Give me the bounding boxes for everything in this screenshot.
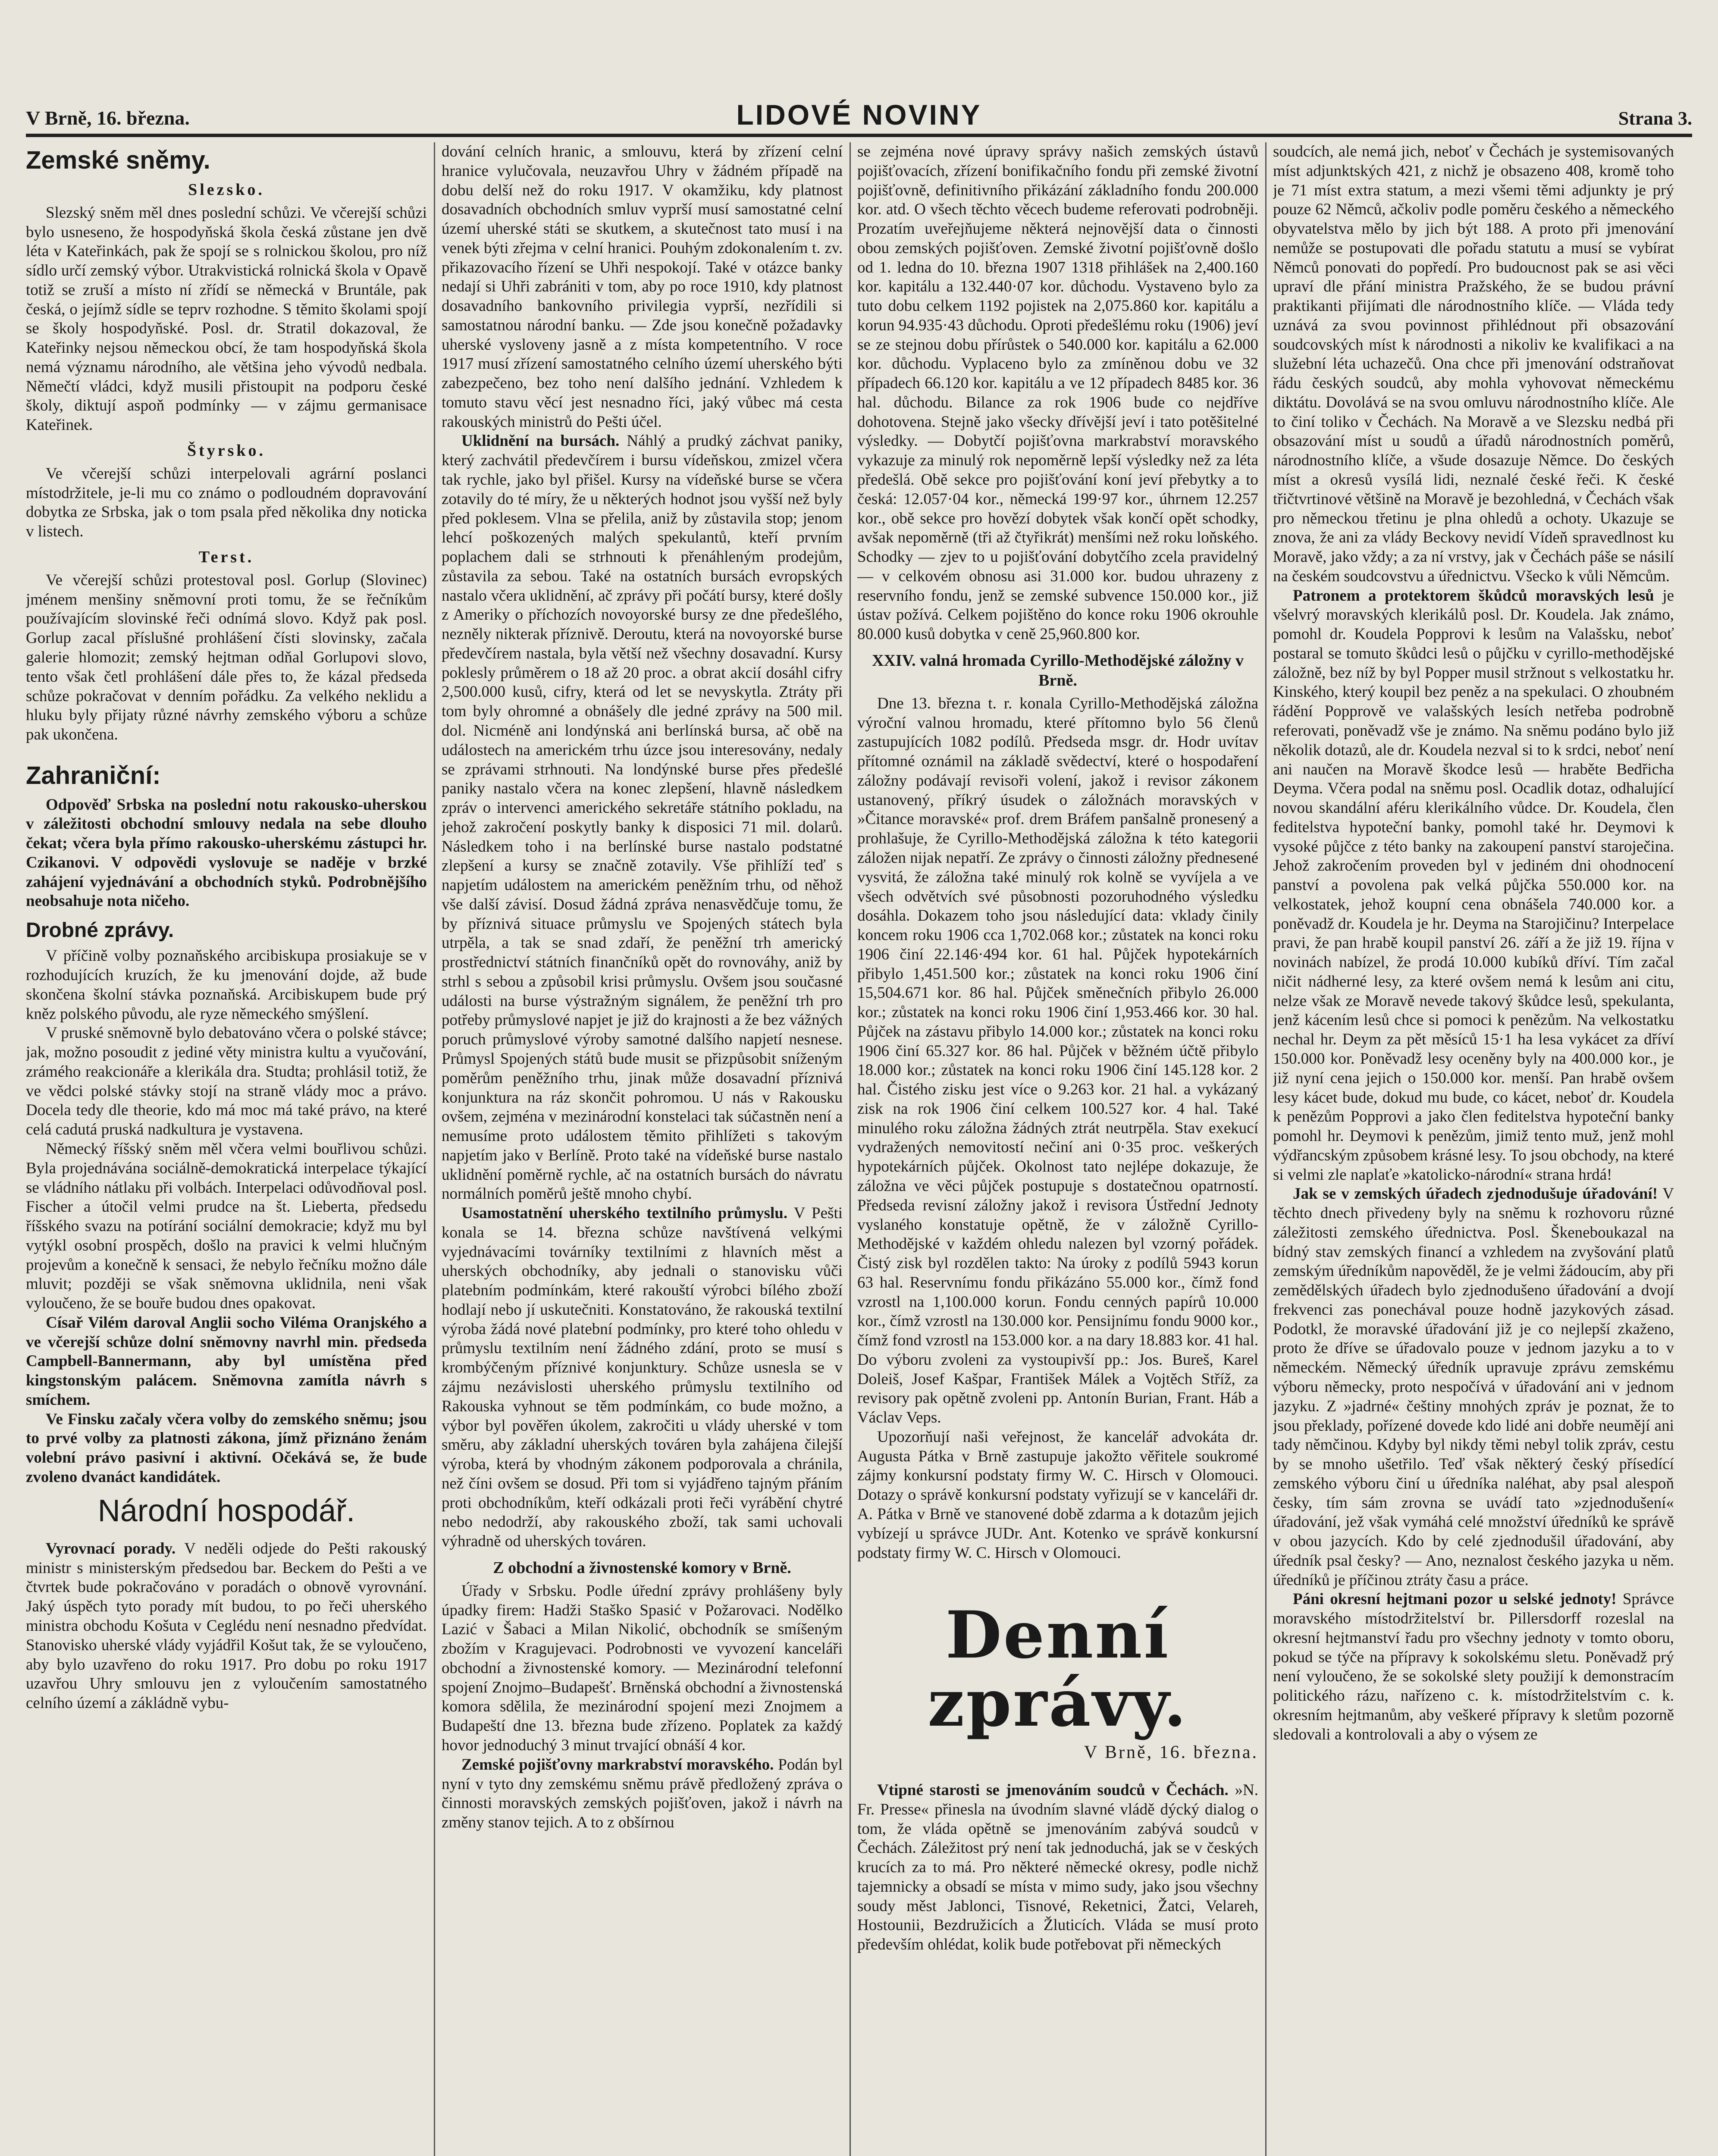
header-date: V Brně, 16. března. [26, 107, 190, 129]
dateline: V Brně, 16. března. [1084, 1742, 1258, 1763]
article-xxiv-valna-hromada: Dne 13. března t. r. konala Cyrillo-Methodějská záložna výroční valnou hromadu, které přítomno bylo 56 členů zastupujících 1082 podílů. Předseda msgr. dr. Hodr uvítav přítomné oznámil na základě svědectví, které o hospodaření záložny podávají revisoři volení, jakož i revisor zákonem ustanovený, příkrý úsudek o záložnách moravských v »Čitance moravské« prof. drem Bráfem panšalně pronesený a prohlašuje, že Cyrillo-Methodějská záložna k této kategorii záložen nijak nepatří. Ze zprávy o činnosti záložny přednesené vysvitá, že záložna také minulý rok kolně se vyvíjela a ve všech odvětvích své působnosti pozoruhodného výsledku dosáhla. Dokazem toho jsou následující data: vklady činily koncem roku 1906 cca 1,702.068 kor.; zůstatek na konci roku 1906 činí 22.146·494 kor. 61 hal. Půjček hypotekárních přibylo 1,451.500 kor.; zůstatek na konci roku 1906 činí 15,504.671 kor. 86 hal. Půjček směnečních přibylo 26.000 kor.; zůstatek na konci roku 1906 činí 1,953.466 kor. 30 hal. Půjček na zástavu přibylo 14.000 kor.; zůstatek na konci roku 1906 činí 65.327 kor. 86 hal. Půjček v běžném účtě přibylo 18.000 kor.; zůstatek na konci roku 1906 činí 145.128 kor. 2 hal. Čistého zisku jest více o 9.263 kor. 21 hal. a vykázaný zisk na rok 1906 činí celkem 100.527 kor. 4 hal. Také minulého roku záložna žádných ztrát neutrpěla. Stav exekucí vydražených nemovitostí nečiní ani 0·35 proc. veškerých hypotekárních půjček. Okolnost tato nejlépe dokazuje, že záložna ve věci půjček postupuje s dostatečnou opatrností. Předseda revisní záložny jakož i revisora Ústřední Jednoty vyslaného konstatuje opětně, že v záložně Cyrillo-Methodějské v každém ohledu nalezen byl vzorný pořádek. Čistý zisk byl rozdělen takto: Na úroky z podílů 5943 korun 63 hal. Reservnímu fondu přikázáno 55.000 kor., čímž fond vzrostl na 1,100.000 korun. Fondu cenných papírů 10.000 kor., čímž vzrostl na 130.000 kor. Pensijnímu fondu 9000 kor., čímž fond vzrostl na 153.000 kor. a na dary 18.883 kor. 41 hal. Do výboru zvoleni za vystoupivší pp.: Jos. Bureš, Karel Doleiš, Josef Kašpar, František Málek a Vojtěch Stříž, za revisory pak opětně zvoleni pp. Antonín Burian, Frant. Háb a Václav Veps. [857, 694, 1258, 1427]
article-vtipne-starosti: »N. Fr. Presse« přinesla na úvodním slavné vládě dýcký dialog o tom, že vláda opětně se jmenováním zabývá soudců v Čechách. Záležitost prý není tak jednoduchá, jak se v českých krucích za to má. Pro některé německé okresy, podle nichž tajemnicky a obsadí se místa v mimo sudy, jako jsou všechny soudy měst Jablonci, Tisnové, Reketnici, Žatci, Velareh, Hostounii, Bezdružicích a Žluticích. Vláda se musí proto především ohlédat, kolik bude potřebovat při německých [857, 1781, 1258, 1954]
article-jak-se-v-zemskych-uradech: V těchto dnech přivedeny byly na sněmu k rozhovoru různé záležitosti zemského úřednictva. Posl. Škeneboukazal na bídný stav zemských financí a vzhledem na zvyšování platů zemským úředníkům napověděl, že je velmi žádoucím, aby při zemědělských úřadech bylo zjednodušeno úřadování a dvojí frekvenci zas ponechával pouze hodně jazykových zásad. Podotkl, že moravské úřadování již je co nejlepší zkaženo, proto že dříve se úřadovalo pouze v jednom jazyku a to v německém. Německý úředník upravuje zprávu zemskému výboru německy, proto nespočívá v úřadování ani v jednom jazyku. Z »jadrné« češtiny mnohých zpráv je poznat, že to jsou překlady, pořízené dovede kdo lidé ani dobře neumějí ani tady němčinou. Kdyby byl nikdy těmi nebyl tolik zpráv, cestu by se mnoho ušetřilo. Teď však některý český přísedící zemského výboru činí u úředníka naléhat, aby psal alespoň česky, tím sám zrovna se uvádí tato »zjednodušení« úřadování, jež však vymáhá celé množství úředníků ke správě v obou jazycích. Kdo by celé zjednodušil úřadování, aby úředník psal česky? — Ano, neznalost českého jazyka u něm. úředníků je příčinou ztráty času a práce. [1273, 1185, 1674, 1589]
article-drobne-3: Německý říšský sněm měl včera velmi bouřlivou schůzi. Byla projednávána sociálně-demokratická interpelace týkající se vládního nátlaku při volbách. Interpelaci odůvodňoval posl. Fischer a útočil velmi prudce na št. Lieberta, předsedu říšského svazu na potírání sociální demokracie; když mu byl vytýkl osobní prospěch, došlo na pravici k velmi hlučným projevům a konečně k sensaci, že nebylo řečníku možno dále mluvit; později se však sněmovna uklidnila, neni však vyloučeno, že se bouře budou dnes opakovat. [26, 1140, 427, 1313]
column-rule [1265, 142, 1267, 2156]
column-rule [434, 142, 435, 2156]
column-2 [442, 142, 843, 2156]
article-pojistovny: Podán byl nyní v tyto dny zemskému sněmu právě předložený zpráva o činnosti moravských zemských pojišťoven, jakož i návrh na změny stanov tejich. A to z obšírnou [442, 1755, 843, 1832]
headline-xxiv-valna-hromada: XXIV. valná hromada Cyrillo-Methodějské záložny v Brně. [872, 651, 1244, 689]
article-drobne-5: Ve Finsku začaly včera volby do zemského sněmu; jsou to prvé volby za platnosti zákona, jímž přiznáno ženám volební právo pasivní i aktivní. Očekává se, že bude zvoleno dvanáct kandidátek. [26, 1410, 427, 1486]
headline-pani-okresni-hejtmani: Páni okresní hejtmani pozor u selské jednoty! [1293, 1590, 1617, 1608]
article-drobne-4: Císař Vilém daroval Anglii socho Viléma Oranjského a ve včerejší schůze dolní sněmovny navrhl min. předseda Campbell-Bannermann, aby byl umístěna před kingstonským palácem. Sněmovna zamítla návrh s smíchem. [26, 1313, 427, 1409]
headline-vtipne-starosti: Vtipné starosti se jmenováním soudců v Čechách. [877, 1781, 1229, 1799]
article-styrsko: Ve včerejší schůzi interpelovali agrární poslanci místodržitele, je-li mu co známo o podloudném dopravování dobytka ze Srbska, jak o tom psala před několika dny noticka v listech. [26, 464, 427, 541]
section-title-narodni-hospodar: Národní hospodář. [97, 1493, 355, 1528]
article-vyrovnaci-continued: dování celních hranic, a smlouvu, která by zřízení celní hranice vylučovala, neuzavřou Uhry v žádném případě na dobu delší než do roku 1917. V okamžiku, kdy platnost dosavadních obchodních smluv vyprší musí samostatné celní území uherské státi se skutkem, a skutečnost tato musí i na venek býti zřejma v celní hranici. Pouhým zdokonalením t. zv. přikazovacího řízení se Uhři nespokojí. Také v otázce banky nedají si Uhři zabrániti v tom, aby po roce 1910, kdy platnost dosavadního bankovního privilegia vyprší, nezřídili si samostatnou národní banku. — Zde jsou konečně požadavky uherské vysloveny jasně a z místa kompetentního. V roce 1917 musí zřízení samostatného celního území uherského býti zabezpečeno, bez toho není dalšího jednání. Vzhledem k tomuto stavu věcí jest nesnadno říci, jaký vůbec má cesta rakouských ministrů do Pešti účel. [442, 143, 843, 431]
subheading-terst: Terst. [198, 548, 254, 566]
column-3 [857, 142, 1258, 2156]
article-uklidneni: Náhlý a prudký záchvat paniky, který zachvátil předevčírem i bursu vídeňskou, zmizel včera tak rychle, jako byl přišel. Kursy na vídeňské burse se včera zotavily do té míry, že u některých hodnot jsou vyšší než byly před poklesem. Vlna se přelila, aniž by zůstavila stop; jenom lehcí poškozených malých spekulantů, kteří prvním poplachem dali se strhnouti k přenáhleným prodejům, zůstavila za sebou. Také na ostatních bursách evropských nastalo včera uklidnění, ač zprávy při počátí bursy, které došly z Ameriky o příchozích novoyorské bursy ze dne předešlého, nezněly nikterak příznivě. Deroutu, která na novoyorské burse předevčírem nastala, byla větší než všechny dosavadní. Kursy poklesly průměrem o 18 až 20 proc. a obrat akcií dosáhl cifry 2,500.000 kusů, cifry, která od let se nevyskytla. Ztráty při tom byly ohromné a obnášely dle jedné zprávy na 500 mil. dol. Nicméně ani londýnská ani berlínská bursa, ač obě na událostech na americkém trhu úzce jsou interesovány, nedaly se zprávami strhnouti. Na londýnské burse přes předešlé paniky nastalo včera na konec zlepšení, hlavně následkem zpráv o intervenci amerického sekretáře státního pokladu, na jehož zakročení poskytly banky k disposici 71 mil. dolarů. Následkem toho i na berlínské burse nastalo podstatné zlepšení a kursy se značně zotavily. Vše přihlíží teď s napjetím událostem na americkém peněžním trhu, od něhož vše další závisí. Dosud žádná zpráva nenasvědčuje tomu, že by příznivá situace průmyslu ve Spojených státech byla utrpěla, a tak se snad zdaří, že peněžní trh americký prostřednictví státních finančníků opět do rovnováhy, aniž by strhl s sebou a způsobil krisi průmyslu. Ovšem jsou současné události na burse výstražným signálem, že peněžní trh pro potřeby průmyslové napjet je již do krajnosti a že bez vážných poruch průmyslové výroby samotné dalšího napjetí nesnese. Průmysl Spojených států bude musit se přizpůsobit sníženým poměrům peněžního trhu, jinak může dosavadní příznivá konjunktura na ráz skončit pohromou. U nás v Rakousku ovšem, zejména v mezinárodní konstelaci tak súčastněn není a nemusíme proto událostem těmito přihlížeti s takovým napjetím jako v Berlíně. Proto také na vídeňské burse nastalo uklidnění poměrně rychle, ač na ostatních bursách do návratu normálních poměrů ještě mnoho chybí. [442, 432, 843, 1203]
article-drobne-1: V příčině volby poznaňského arcibiskupa prosiakuje se v rozhodujících kruzích, že ku jmenování dojde, až bude skončena školní stávka poznaňská. Arcibiskupem bude prý kněz polského původu, ale ryze německého smýšlení. [26, 947, 427, 1023]
article-pani-okresni-hejtmani: Správce moravského místodržitelství br. Pillersdorff rozeslal na okresní hejtmanství řadu pro všechny jednoty v tomto oboru, pokud se týče na přípravy k sokolskému sletu. Poněvadž prý není vyloučeno, že se sokolské slety použijí k demonstracím politického rázu, nařízeno c. k. místodržitelstvím c. k. okresním hejtmanům, aby veškeré přípravy k sletům pozorně sledovali a kontrolovali a aby o výsem ze [1273, 1590, 1674, 1743]
page-header [26, 86, 1692, 137]
article-vyrovnaci-porady: V neděli odjede do Pešti rakouský ministr s ministerským předsedou bar. Beckem do Pešti a ve čtvrtek bude pokračováno v poradách o obnově vyrovnání. Jaký úspěch tyto porady mít budou, to po řeči uherského ministra obchodu Košuta v Ceglédu není nesnadno předvídat. Stanovisko uherské vlády vyjádřil Košut tak, že se vyloučeno, aby bylo uzavřeno do roku 1917. Pro dobu po roku 1917 uzavřou Uhry smlouvu jen z vyloučením samostatného celního území a zákládně vybu- [26, 1539, 427, 1712]
headline-obchodni-komora: Z obchodní a živnostenské komory v Brně. [493, 1558, 791, 1577]
headline-uklidneni: Uklidnění na bursách. [461, 432, 620, 450]
article-patronem: je všelvrý moravských klerikálů posl. Dr. Koudela. Jak známo, pomohl dr. Koudela Popprovi k lesům na Valašsku, neboť postaral se tomuto škůdci lesů o půjčku v cyrillo-methodějské záložně, bez níž by byl Popper musil stržnout s velkostatku hr. Kinského, který koupil bez peněz a na spekulaci. O zhoubném řádění Popprově ve valašských lesích netřeba podrobně referovati, poněvadž vše je známo. Na sněmu podáno bylo již několik dotazů, ale dr. Koudela nezval si to k srdci, neboť není ani naučen na Moravě škodce lesů — hraběte Bedřicha Deyma. Včera podal na sněmu posl. Ocadlik dotaz, odhalující novou skandální aféru klerikálního vůdce. Dr. Koudela, člen feditelstva hypoteční banky, pomohl také hr. Deymovi k vysoké půjčce z této banky na zakoupení panství staroječina. Jehož zakročením proveden byl v jediném dni ohodnocení panství a povolena pak velká půjčka 550.000 kor. na velkostatek, jehož koupní cena obnášela 740.000 kor. a poněvadž dr. Koudela je hr. Deyma na Starojičinu? Interpelace pravi, že pan hrabě koupil panství 26. září a že již 19. října v novinách nabízel, že prodá 10.000 kubíků dříví. Tím začal ničit nádherné lesy, za které ovšem nemá k lesům ani citu, nelze však ze Moravě nevede takový škůdce lesů, spekulanta, jenž kácením lesů chce si pomoci k penězům. Na velkostatku nechal hr. Deym za pět měsíců 15·1 ha lesa vykácet za dříví 150.000 kor. Poněvadž lesy oceněny byly na 400.000 kor., je již nyní cena jejich o 150.000 kor. menší. Pan hrabě ovšem lesy kácet bude, dokud mu bude, co kácet, neboť dr. Koudela k penězům Popprovi a jako člen feditelstva hypoteční banky pomohl hr. Deymovi k penězům, jimiž tento muž, jenž mohl výdřancským způsobem krásné lesy. To jsou obchody, na které si velmi zle naplaťe »katolicko-národní« strana hrdá! [1273, 586, 1674, 1184]
section-title-zemske-snemy: Zemské sněmy. [26, 146, 210, 174]
headline-odpoved-srbska: Odpověď Srbska [46, 796, 165, 814]
article-slezsko: Slezský sněm měl dnes poslední schůzi. Ve včerejší schůzi bylo usneseno, že hospodyňská škola česká zůstane jen dvě léta v Kateřinkách, pak že spojí se s rolnickou školou, pro níž sídlo určí zemský výbor. Utrakvistická rolnická škola v Opavě totiž se zruší a místo ní zřídí se německá v Bruntále, pak česká, o jejímž sídle se teprv rozhodne. S těmito školami spojí se školy hospodyňské. Posl. dr. Stratil dokazoval, že Kateřinky nejsou německou obcí, že tam hospodyňská škola nemá významu národního, ale většina jeho vývodů nedbala. Němečtí vládci, když musili přistoupit na podporu české školy, diktují aspoň podmínky — v zájmu germanisace Kateřinek. [26, 204, 427, 434]
headline-pojistovny: Zemské pojišťovny markrabství moravského. [461, 1755, 774, 1774]
section-title-zahranicni: Zahraniční: [26, 761, 161, 790]
masthead-title: LIDOVÉ NOVINY [736, 99, 982, 131]
page-number: Strana 3. [1618, 108, 1692, 129]
column-rule [850, 142, 851, 2156]
headline-jak-se-v-zemskych-uradech: Jak se v zemských úřadech zjednodušuje úřadování! [1293, 1185, 1658, 1203]
article-odpoved-srbska: na poslední notu rakousko-uherskou v záležitosti obchodní smlouvy nedala na sebe dlouho čekat; včera byla přímo rakousko-uherskému zástupci hr. Czikanovi. V odpovědi vyslovuje se naděje v brzké zahájení vyjednávání a obchodních styků. Podrobnějšího neobsahuje nota ničeho. [26, 796, 427, 910]
headline-vyrovnaci-porady: Vyrovnací porady. [46, 1539, 176, 1557]
headline-usamostatneni: Usamostatnění uherského textilního průmyslu. [461, 1204, 788, 1222]
section-title-drobne-zpravy: Drobné zprávy. [26, 919, 174, 942]
article-terst: Ve včerejší schůzi protestoval posl. Gorlup (Slovinec) jménem menšiny sněmovní proti tomu, že se řečníkům používajícím slovinské řeči odnímá slovo. Když pak posl. Gorlup zacal příslušné prohlášení čísti slovinsky, začala galerie hlomozit; zemský hejtman odňal Gorlupovi slovo, tento však četl prohlášení dále přes to, že kázal předseda schůze pokračovat v denním pořádku. Za velkého neklidu a hluku byly přijaty různé návrhy zemského výboru a schůze pak ukončena. [26, 571, 427, 744]
section-title-denni-zpravy: Denní zprávy. [928, 1597, 1188, 1741]
subheading-styrsko: Štyrsko. [187, 441, 266, 460]
notice-upozorneni: Upozorňují naši veřejnost, že kancelář advokáta dr. Augusta Pátka v Brně zastupuje jakožto věřitele soukromé zájmy konkursní podstaty firmy W. C. Hirsch v Olomouci. Dotazy o správě konkursní podstaty vyřizují se v kanceláři dr. A. Pátka v Brně ve stanovené době zdarma a k dotazům jejich vybízejí u správce JUDr. Ant. Kotenko ve správě konkursní podstaty firmy W. C. Hirsch v Olomouci. [857, 1428, 1258, 1562]
article-pojistovny-continued: se zejména nové úpravy správy našich zemských ústavů pojišťovacích, zřízení bonifikačního fondu při zemské životní pojišťovně, definitivního přikázání základního fondu 200.000 kor. atd. O všech těchto věcech budeme referovati podrobněji. Prozatím uveřejňujeme některá nejnovější data o činnosti obou zemských pojišťoven. Zemské životní pojišťovně došlo od 1. ledna do 10. března 1907 1318 přihlášek na 2,400.160 kor. kapitálu a 132.440·07 kor. důchodu. Vystaveno bylo za tuto dobu celkem 1192 pojistek na 2,075.860 kor. kapitálu a korun 94.935·43 důchodu. Oproti předešlému roku (1906) jeví se ze stejnou dobu přírůstek o 540.000 kor. kapitálu a 62.000 kor. důchodu. Vyplaceno bylo za zmíněnou dobu ve 32 případech 66.120 kor. kapitálu a ve 12 případech 8485 kor. 36 hal. důchodu. Bilance za rok 1906 bude co nejdříve dohotovena. Stejně jako všecky dřívější jeví i tato potěšitelné výsledky. — Dobytčí pojišťovna markrabství moravského vykazuje za minulý rok nepoměrně lepší výsledky než za léta předešlá. Obě sekce pro pojišťování koní jeví přebytky a to česká: 12.057·04 kor., německá 199·97 kor., úhrnem 12.257 kor., obě sekce pro hovězí dobytek však končí opět schodky, avšak nepoměrně (tři až čtyřikrát) menšími než roku loňského. Schodky — zjev to u pojišťování dobytčího zcela pravidelný — v celkovém obnosu asi 31.000 kor. budou uhrazeny z reservního fondu, jenž se zemské subvence 150.000 kor., již ústav požívá. Celkem pojištěno do konce roku 1906 okrouhle 80.000 kusů dobytka v ceně 25,960.800 kor. [857, 143, 1258, 643]
column-4 [1273, 142, 1674, 2156]
column-1 [26, 142, 427, 2156]
article-soudci-continued: soudcích, ale nemá jich, neboť v Čechách je systemisovaných míst adjunktských 421, z nichž je obsazeno 408, kromě toho je 71 míst extra statum, a mezi všemi těmi adjunkty je prý pouze 62 Němců, ačkoliv podle poměru českého a německého obyvatelstva mělo by jich být 188. A proto při jmenování nemůže se postupovati dle pořadu statutu a musí se vybírat Němců ponovati do popředí. Pro budoucnost pak se asi věci upraví dle přání ministra Pražského, že se budou právní praktikanti přijímati dle národnostního klíče. — Vláda tedy uznává za svou povinnost přihlédnout při obsazování soudcovských míst k národnosti a nikoliv ke kvalifikaci a na služební léta uchazečů. Ona chce při jmenování odstraňovat řádu českých soudců, aby mohla vyhovovat německému diktátu. Dovolává se na svou omluvu národnostního klíče. Ale to činí toliko v Čechách. Na Moravě a ve Slezsku nedbá při obsazování míst u soudů a úřadů národnostních poměrů, národnostního klíče, a všude dosazuje Němce. Do českých míst a okresů vysílá lidi, neznalé české řeči. K české třičtvrtinové většině na Moravě je bezohledná, v Čechách však pro německou třetinu je plna ohledů a ochoty. Ukazuje se znova, že ani za vlády Beckovy nevidí Vídeň spravedlnost ku Moravě, jako vždy; a za ní vrstvy, jak v Čechách páše se násilí na českém soudcovstvu a úřednictvu. Všecko k vůli Němcům. [1273, 143, 1674, 585]
article-usamostatneni: V Pešti konala se 14. března schůze navštívená velkými vyjednávacími továrníky textilními z hlavních měst a uherských obchodníky, aby jednali o stanovisku vůči platebním podmínkám, které rakouští výrobci bílého zboží hodlají nebo jí uskutečniti. Konstatováno, že rakouská textilní výroba žádá nové platební podmínky, pro které toho ohledu v průmyslu textilním není žádného zdání, proto se musí s krombýčeným příznivé konjunktury. Schůze usnesla se v zájmu nezávislosti uherského průmyslu textilního od Rakouska vyhnout se těm podmínkám, co bude možno, a výbor byl pověřen úkolem, zakročiti u vlády uherské v tom směru, aby základní uherských továren byla zahájena čilejší výroba, která by vhodným zákonem podporovala a chránila, než číni ovšem se dosud. Při tom si vyjádřeno tajným přáním proti obchodníkům, kteří odkázali proti řeči vyrábění chytré nebo nedodrží, aby rakouského zboží, tak sami uchovali výhradně od uherských továren. [442, 1204, 843, 1551]
subheading-slezsko: Slezsko. [188, 180, 265, 199]
article-drobne-2: V pruské sněmovně bylo debatováno včera o polské stávce; jak, možno posoudit z jediné věty ministra kultu a vyučování, zrámého reakcionáře a klerikála dra. Studta; prohlásil totiž, že ve vědci polské stávky stojí na straně vlády moc a právo. Docela tedy dle theorie, kdo má moc má také právo, na které celá cadutá pruská nadkultura je vystavena. [26, 1024, 427, 1139]
headline-patronem: Patronem a protektorem škůdců moravských lesů [1293, 586, 1654, 605]
article-obchodni-komora: Úřady v Srbsku. Podle úřední zprávy prohlášeny byly úpadky firem: Hadži Staško Spasić v Požarovaci. Nodělko Lazić v Šabaci a Milan Nikolić, obchodník se smíšeným zbožím v Kragujevaci. Podrobnosti ve vyvození kanceláři obchodní a živnostenské komory. — Mezinárodní telefonní spojení Znojmo–Budapešť. Brněnská obchodní a živnostenská komora sdělila, že mezinárodní spojení mezi Znojmem a Budapeští dne 13. března bude zřízeno. Poplatek za každý hovor jednoduchý 3 minut trvající obnáší 4 kor. [442, 1582, 843, 1754]
